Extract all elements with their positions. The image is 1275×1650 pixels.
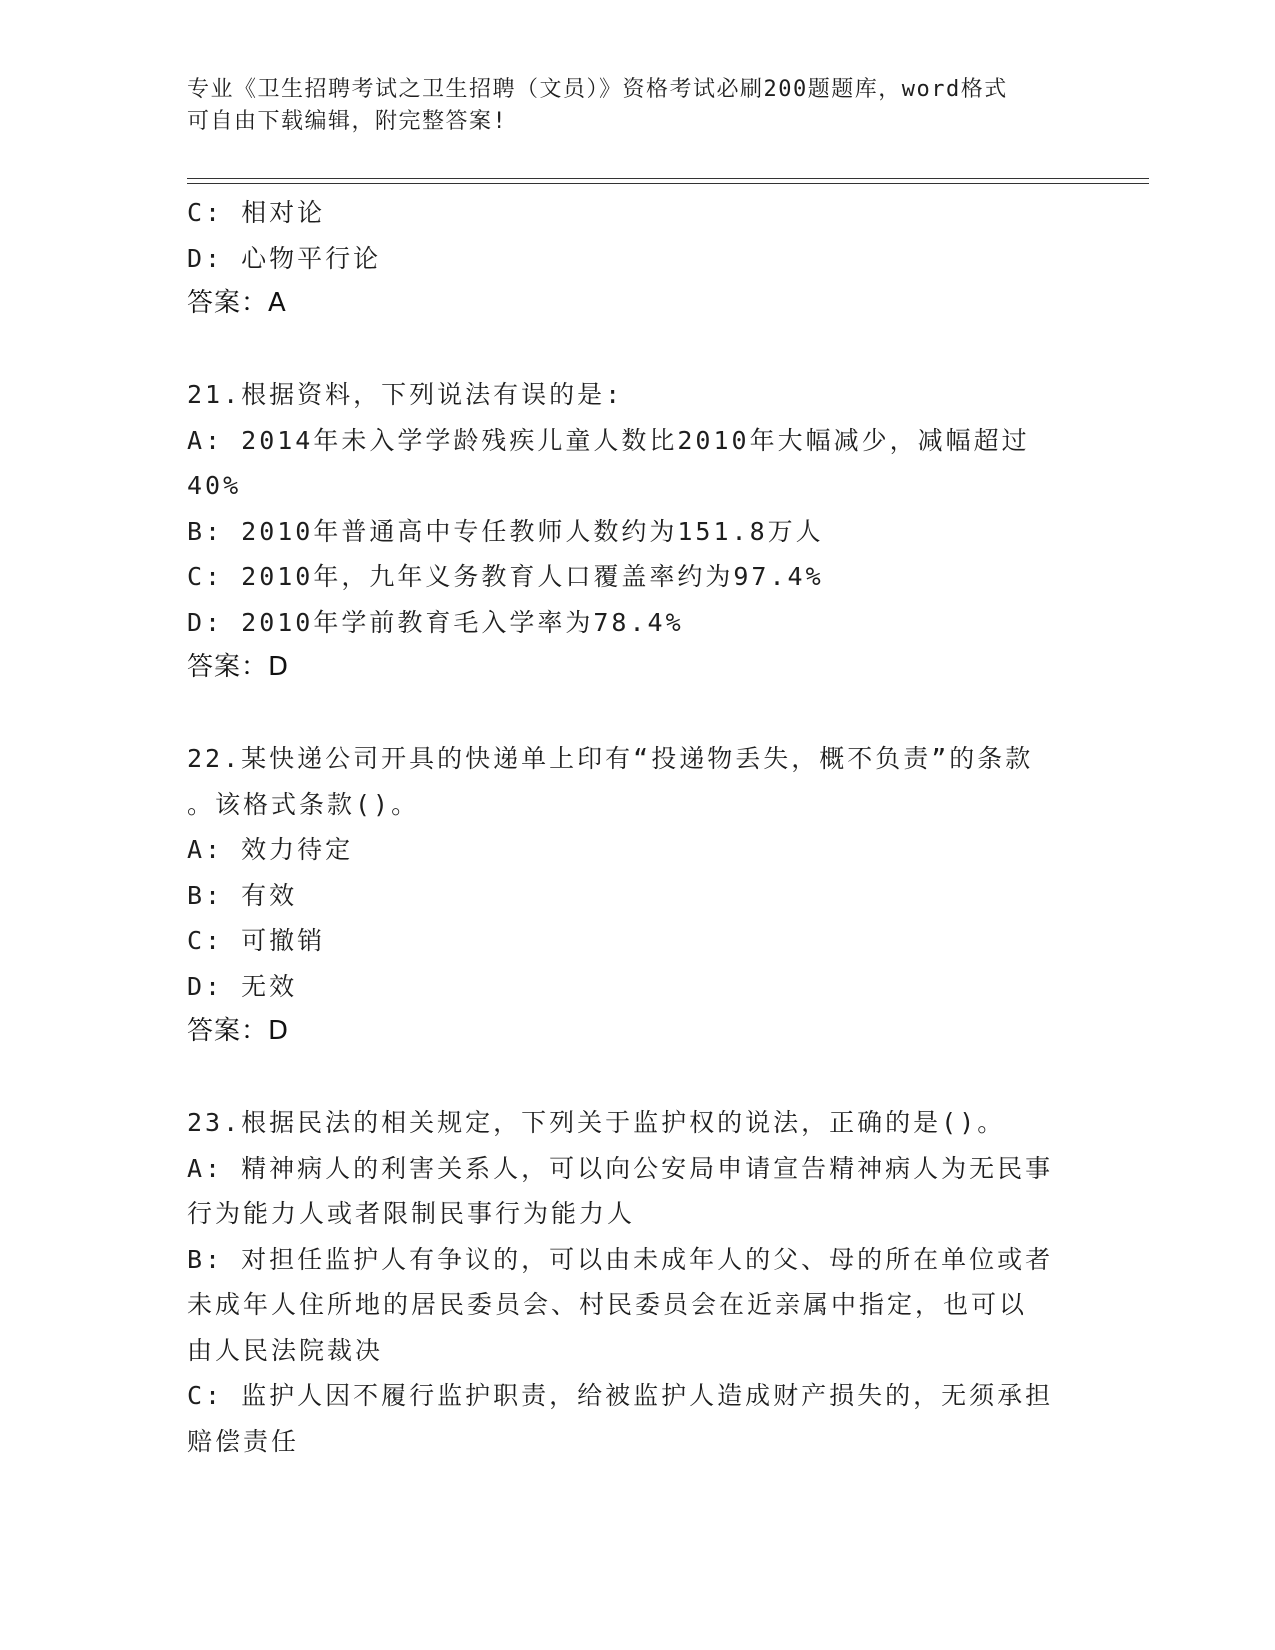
header-line-2: 可自由下载编辑，附完整答案!	[187, 109, 508, 134]
question-21	[187, 372, 1067, 691]
spacer	[187, 327, 1067, 373]
prev-option-c: C: 相对论	[187, 198, 326, 227]
question-stem-cont: 。该格式条款()。	[187, 789, 420, 819]
option-a: A: 2014年未入学学龄残疾儿童人数比2010年大幅减少，减幅超过	[187, 425, 1030, 455]
option-b: B: 对担任监护人有争议的，可以由未成年人的父、母的所在单位或者	[187, 1244, 1054, 1274]
question-22	[187, 736, 1067, 1055]
prev-answer: 答案：A	[187, 288, 287, 318]
question-stem: 21.根据资料，下列说法有误的是:	[187, 380, 624, 409]
option-b: B: 2010年普通高中专任教师人数约为151.8万人	[187, 516, 824, 546]
spacer	[187, 1055, 1067, 1101]
option-c: C: 监护人因不履行监护职责，给被监护人造成财产损失的，无须承担	[187, 1381, 1054, 1410]
spacer	[187, 691, 1067, 737]
option-d: D: 无效	[187, 971, 298, 1001]
prev-option-d: D: 心物平行论	[187, 243, 382, 273]
question-23	[187, 1100, 1067, 1464]
option-b: B: 有效	[187, 880, 298, 910]
question-content	[187, 190, 1067, 1464]
question-stem: 22.某快递公司开具的快递单上印有“投递物丢失，概不负责”的条款	[187, 744, 1034, 773]
answer: 答案：D	[187, 1016, 290, 1046]
option-c: C: 可撤销	[187, 926, 326, 955]
header-divider-top	[187, 178, 1149, 179]
option-b-cont: 未成年人住所地的居民委员会、村民委员会在近亲属中指定，也可以	[187, 1290, 1028, 1319]
option-b-cont: 由人民法院裁决	[187, 1335, 384, 1365]
option-c: C: 2010年，九年义务教育人口覆盖率约为97.4%	[187, 562, 824, 591]
question-stem: 23.根据民法的相关规定，下列关于监护权的说法，正确的是()。	[187, 1108, 1006, 1137]
option-a-cont: 40%	[187, 471, 242, 500]
document-header	[187, 74, 1067, 138]
option-c-cont: 赔偿责任	[187, 1426, 300, 1456]
option-d: D: 2010年学前教育毛入学率为78.4%	[187, 607, 684, 637]
option-a: A: 效力待定	[187, 835, 354, 864]
option-a-cont: 行为能力人或者限制民事行为能力人	[187, 1199, 636, 1228]
answer: 答案：D	[187, 652, 290, 682]
header-divider-bottom	[187, 183, 1149, 184]
option-a: A: 精神病人的利害关系人，可以向公安局申请宣告精神病人为无民事	[187, 1153, 1054, 1183]
header-line-1: 专业《卫生招聘考试之卫生招聘（文员）》资格考试必刷200题题库，word格式	[187, 77, 1008, 102]
